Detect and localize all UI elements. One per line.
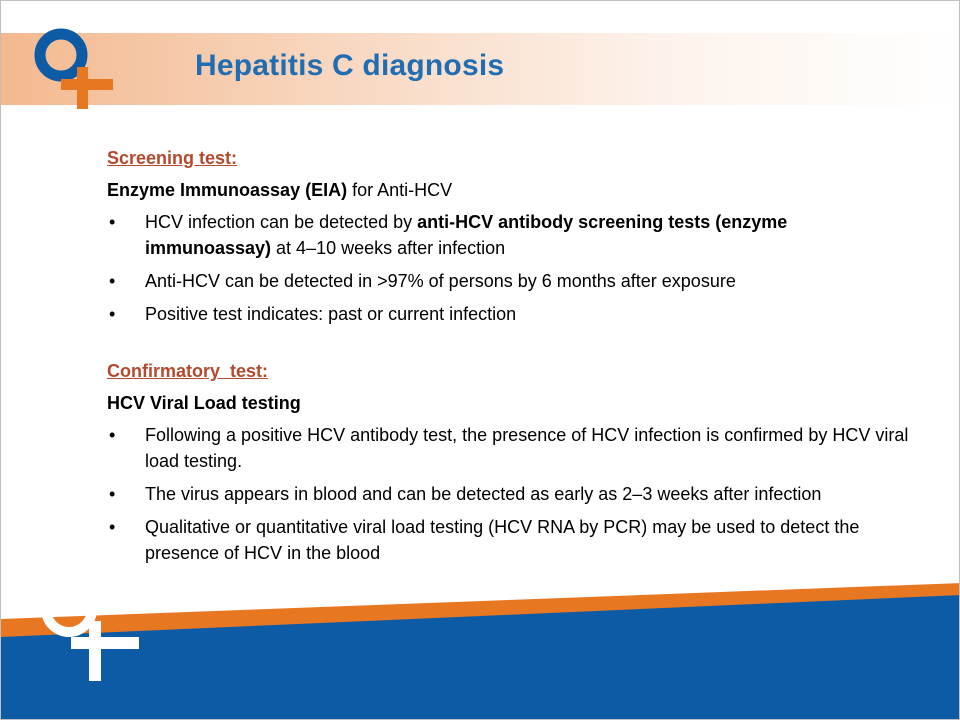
list-item [107, 422, 917, 474]
bullet-marker: • [109, 517, 116, 537]
bullet-marker: • [109, 304, 116, 324]
screening-heading: Screening test: [107, 148, 238, 168]
bullet-text: The virus appears in blood and can be detected as early as 2–3 weeks after infection [145, 484, 822, 504]
list-item [107, 209, 917, 261]
bullet-marker: • [109, 484, 116, 504]
confirmatory-heading: Confirmatory test: [107, 361, 269, 381]
list-item [107, 301, 917, 327]
screening-method-rest: for Anti-HCV [347, 180, 453, 200]
list-item [107, 514, 917, 566]
footer-band [1, 579, 960, 719]
bullet-text-post: at 4–10 weeks after infection [271, 238, 506, 258]
section-spacer [107, 334, 917, 358]
slide-content [107, 145, 917, 573]
confirmatory-method: HCV Viral Load testing [107, 393, 301, 413]
bullet-text: Qualitative or quantitative viral load testing (HCV RNA by PCR) may be used to detect the presence of HCV in the blood [145, 517, 860, 563]
bullet-text: Positive test indicates: past or current infection [145, 304, 517, 324]
bullet-marker: • [109, 212, 116, 232]
bullet-marker: • [109, 425, 116, 445]
bullet-text: Anti-HCV can be detected in >97% of persons by 6 months after exposure [145, 271, 736, 291]
bullet-text-bold: anti-HCV antibody screening tests (enzyme immunoassay) [145, 212, 788, 258]
list-item [107, 481, 917, 507]
screening-method-bold: Enzyme Immunoassay (EIA) [107, 180, 348, 200]
page-title: Hepatitis C diagnosis [195, 49, 505, 82]
organization-logo-icon [29, 23, 121, 113]
screening-method [107, 177, 917, 203]
list-item [107, 268, 917, 294]
bullet-marker: • [109, 271, 116, 291]
bullet-text-pre: HCV infection can be detected by [145, 212, 418, 232]
bullet-text: Following a positive HCV antibody test, the presence of HCV infection is confirmed by HCV viral load testing. [145, 425, 909, 471]
